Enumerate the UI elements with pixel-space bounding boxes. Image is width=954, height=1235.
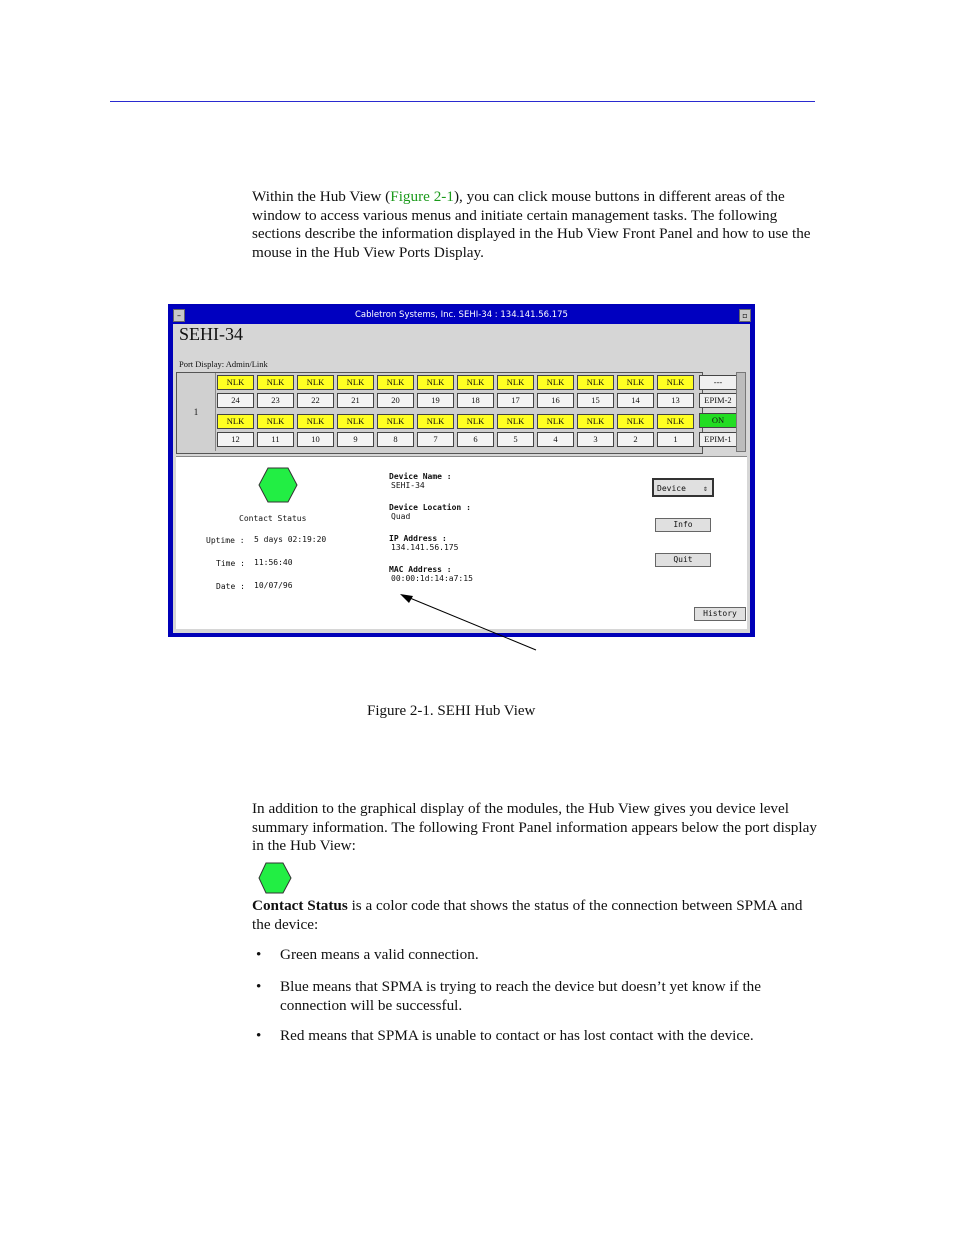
port-status-cell[interactable]: NLK (577, 375, 614, 390)
device-title: SEHI-34 (179, 324, 243, 344)
port-number-cell[interactable]: 22 (297, 393, 334, 408)
time-label: Time : (216, 559, 245, 568)
port-status-cell[interactable]: NLK (457, 414, 494, 429)
port-status-cell[interactable]: NLK (377, 375, 414, 390)
port-display-label: Port Display: Admin/Link (179, 359, 268, 369)
bullet-icon: • (256, 946, 262, 963)
port-number-cell[interactable]: 15 (577, 393, 614, 408)
ip-address-label: IP Address : (389, 534, 447, 543)
port-number-cell[interactable]: 2 (617, 432, 654, 447)
port-status-cell[interactable]: NLK (657, 375, 694, 390)
port-status-cell[interactable]: NLK (257, 414, 294, 429)
port-status-cell[interactable]: NLK (257, 375, 294, 390)
port-number-cell[interactable]: 5 (497, 432, 534, 447)
port-number-cell[interactable]: 13 (657, 393, 694, 408)
port-status-cell[interactable]: NLK (417, 414, 454, 429)
window-resize-icon[interactable]: ▫ (739, 309, 751, 322)
port-number-cell[interactable]: 19 (417, 393, 454, 408)
device-location-label: Device Location : (389, 503, 471, 512)
contact-status-paragraph (252, 897, 817, 934)
time-value: 11:56:40 (254, 558, 293, 567)
device-name-label: Device Name : (389, 472, 452, 481)
port-number-cell[interactable]: 17 (497, 393, 534, 408)
figure-link[interactable]: Figure 2-1 (390, 188, 454, 205)
port-number-cell[interactable]: 16 (537, 393, 574, 408)
port-number-cell[interactable]: 24 (217, 393, 254, 408)
uptime-label: Uptime : (206, 536, 245, 545)
port-status-cell[interactable]: NLK (537, 375, 574, 390)
port-status-cell[interactable]: NLK (417, 375, 454, 390)
port-status-cell[interactable]: NLK (217, 414, 254, 429)
port-number-cell[interactable]: 4 (537, 432, 574, 447)
port-scrollbar[interactable] (736, 372, 746, 452)
port-status-cell[interactable]: NLK (337, 414, 374, 429)
epim-2-label[interactable]: EPIM-2 (699, 393, 737, 408)
port-number-cell[interactable]: 3 (577, 432, 614, 447)
date-label: Date : (216, 582, 245, 591)
window-menu-icon[interactable]: – (173, 309, 185, 322)
port-status-cell[interactable]: NLK (617, 375, 654, 390)
contact-status-term: Contact Status (252, 897, 348, 914)
contact-status-hexagon-icon (258, 862, 292, 894)
epim-on-indicator[interactable]: ON (699, 413, 737, 428)
port-number-cell[interactable]: 20 (377, 393, 414, 408)
port-status-cell[interactable]: NLK (297, 414, 334, 429)
contact-status-icon[interactable] (258, 467, 298, 503)
mac-address-value: 00:00:1d:14:a7:15 (391, 574, 473, 583)
port-number-cell[interactable]: 21 (337, 393, 374, 408)
hub-view-window (168, 304, 755, 637)
bullet-text: Blue means that SPMA is trying to reach the device but doesn’t yet know if the connection will be successful. (280, 978, 761, 1014)
intro-text-before: Within the Hub View ( (252, 188, 391, 205)
port-number-cell[interactable]: 7 (417, 432, 454, 447)
device-location-value: Quad (391, 512, 411, 521)
port-status-cell[interactable]: NLK (577, 414, 614, 429)
port-status-cell[interactable]: NLK (617, 414, 654, 429)
bullet-icon: • (256, 1027, 262, 1044)
port-status-cell[interactable]: NLK (457, 375, 494, 390)
contact-status-description: is a color code that shows the status of the connection between SPMA and the device: (252, 897, 803, 933)
quit-button[interactable]: Quit (655, 553, 711, 567)
port-number-cell[interactable]: 1 (657, 432, 694, 447)
menu-arrow-icon: ⇕ (703, 484, 708, 493)
port-status-cell[interactable]: NLK (297, 375, 334, 390)
port-number-cell[interactable]: 11 (257, 432, 294, 447)
history-button[interactable]: History (694, 607, 746, 621)
window-title: Cabletron Systems, Inc. SEHI-34 : 134.141.56.175 (170, 306, 753, 324)
port-status-cell[interactable]: NLK (377, 414, 414, 429)
uptime-value: 5 days 02:19:20 (254, 535, 327, 544)
date-value: 10/07/96 (254, 581, 293, 590)
port-status-cell[interactable]: NLK (497, 375, 534, 390)
contact-status-label: Contact Status (239, 514, 307, 523)
slot-number: 1 (177, 373, 216, 451)
bullet-text: Green means a valid connection. (280, 946, 479, 963)
port-number-cell[interactable]: 8 (377, 432, 414, 447)
port-status-cell[interactable]: NLK (537, 414, 574, 429)
info-button[interactable]: Info (655, 518, 711, 532)
bullet-text: Red means that SPMA is unable to contact or has lost contact with the device. (280, 1027, 754, 1044)
port-display (176, 372, 732, 454)
ip-address-value: 134.141.56.175 (391, 543, 459, 552)
port-status-cell[interactable]: NLK (217, 375, 254, 390)
summary-paragraph: In addition to the graphical display of the modules, the Hub View gives you device level summary information. The following Front Panel information appears below the port display in the Hub View: (252, 800, 817, 854)
header-rule (110, 101, 815, 102)
port-number-cell[interactable]: 14 (617, 393, 654, 408)
port-number-cell[interactable]: 6 (457, 432, 494, 447)
port-number-cell[interactable]: 12 (217, 432, 254, 447)
bullet-icon: • (256, 978, 262, 995)
figure-caption: Figure 2-1. SEHI Hub View (367, 703, 536, 719)
epim-1-label[interactable]: EPIM-1 (699, 432, 737, 447)
port-status-cell[interactable]: NLK (337, 375, 374, 390)
device-menu-button[interactable] (652, 478, 714, 497)
port-number-cell[interactable]: 9 (337, 432, 374, 447)
mac-address-label: MAC Address : (389, 565, 452, 574)
device-name-value: SEHI-34 (391, 481, 425, 490)
intro-paragraph (252, 188, 817, 262)
window-client (173, 324, 750, 633)
device-button-label: Device (657, 484, 686, 493)
port-status-cell[interactable]: NLK (657, 414, 694, 429)
port-number-cell[interactable]: 18 (457, 393, 494, 408)
port-status-cell[interactable]: NLK (497, 414, 534, 429)
epim-status[interactable]: --- (699, 375, 737, 390)
port-number-cell[interactable]: 23 (257, 393, 294, 408)
intro-text-after: ), you can click mouse buttons in different areas of the window to access various menus and initiate certain management tasks. The following sections describe the information displayed in the Hub View Front Panel and how to use the mouse in the Hub View Ports Display. (252, 188, 811, 261)
port-number-cell[interactable]: 10 (297, 432, 334, 447)
callout-arrow (395, 590, 545, 655)
